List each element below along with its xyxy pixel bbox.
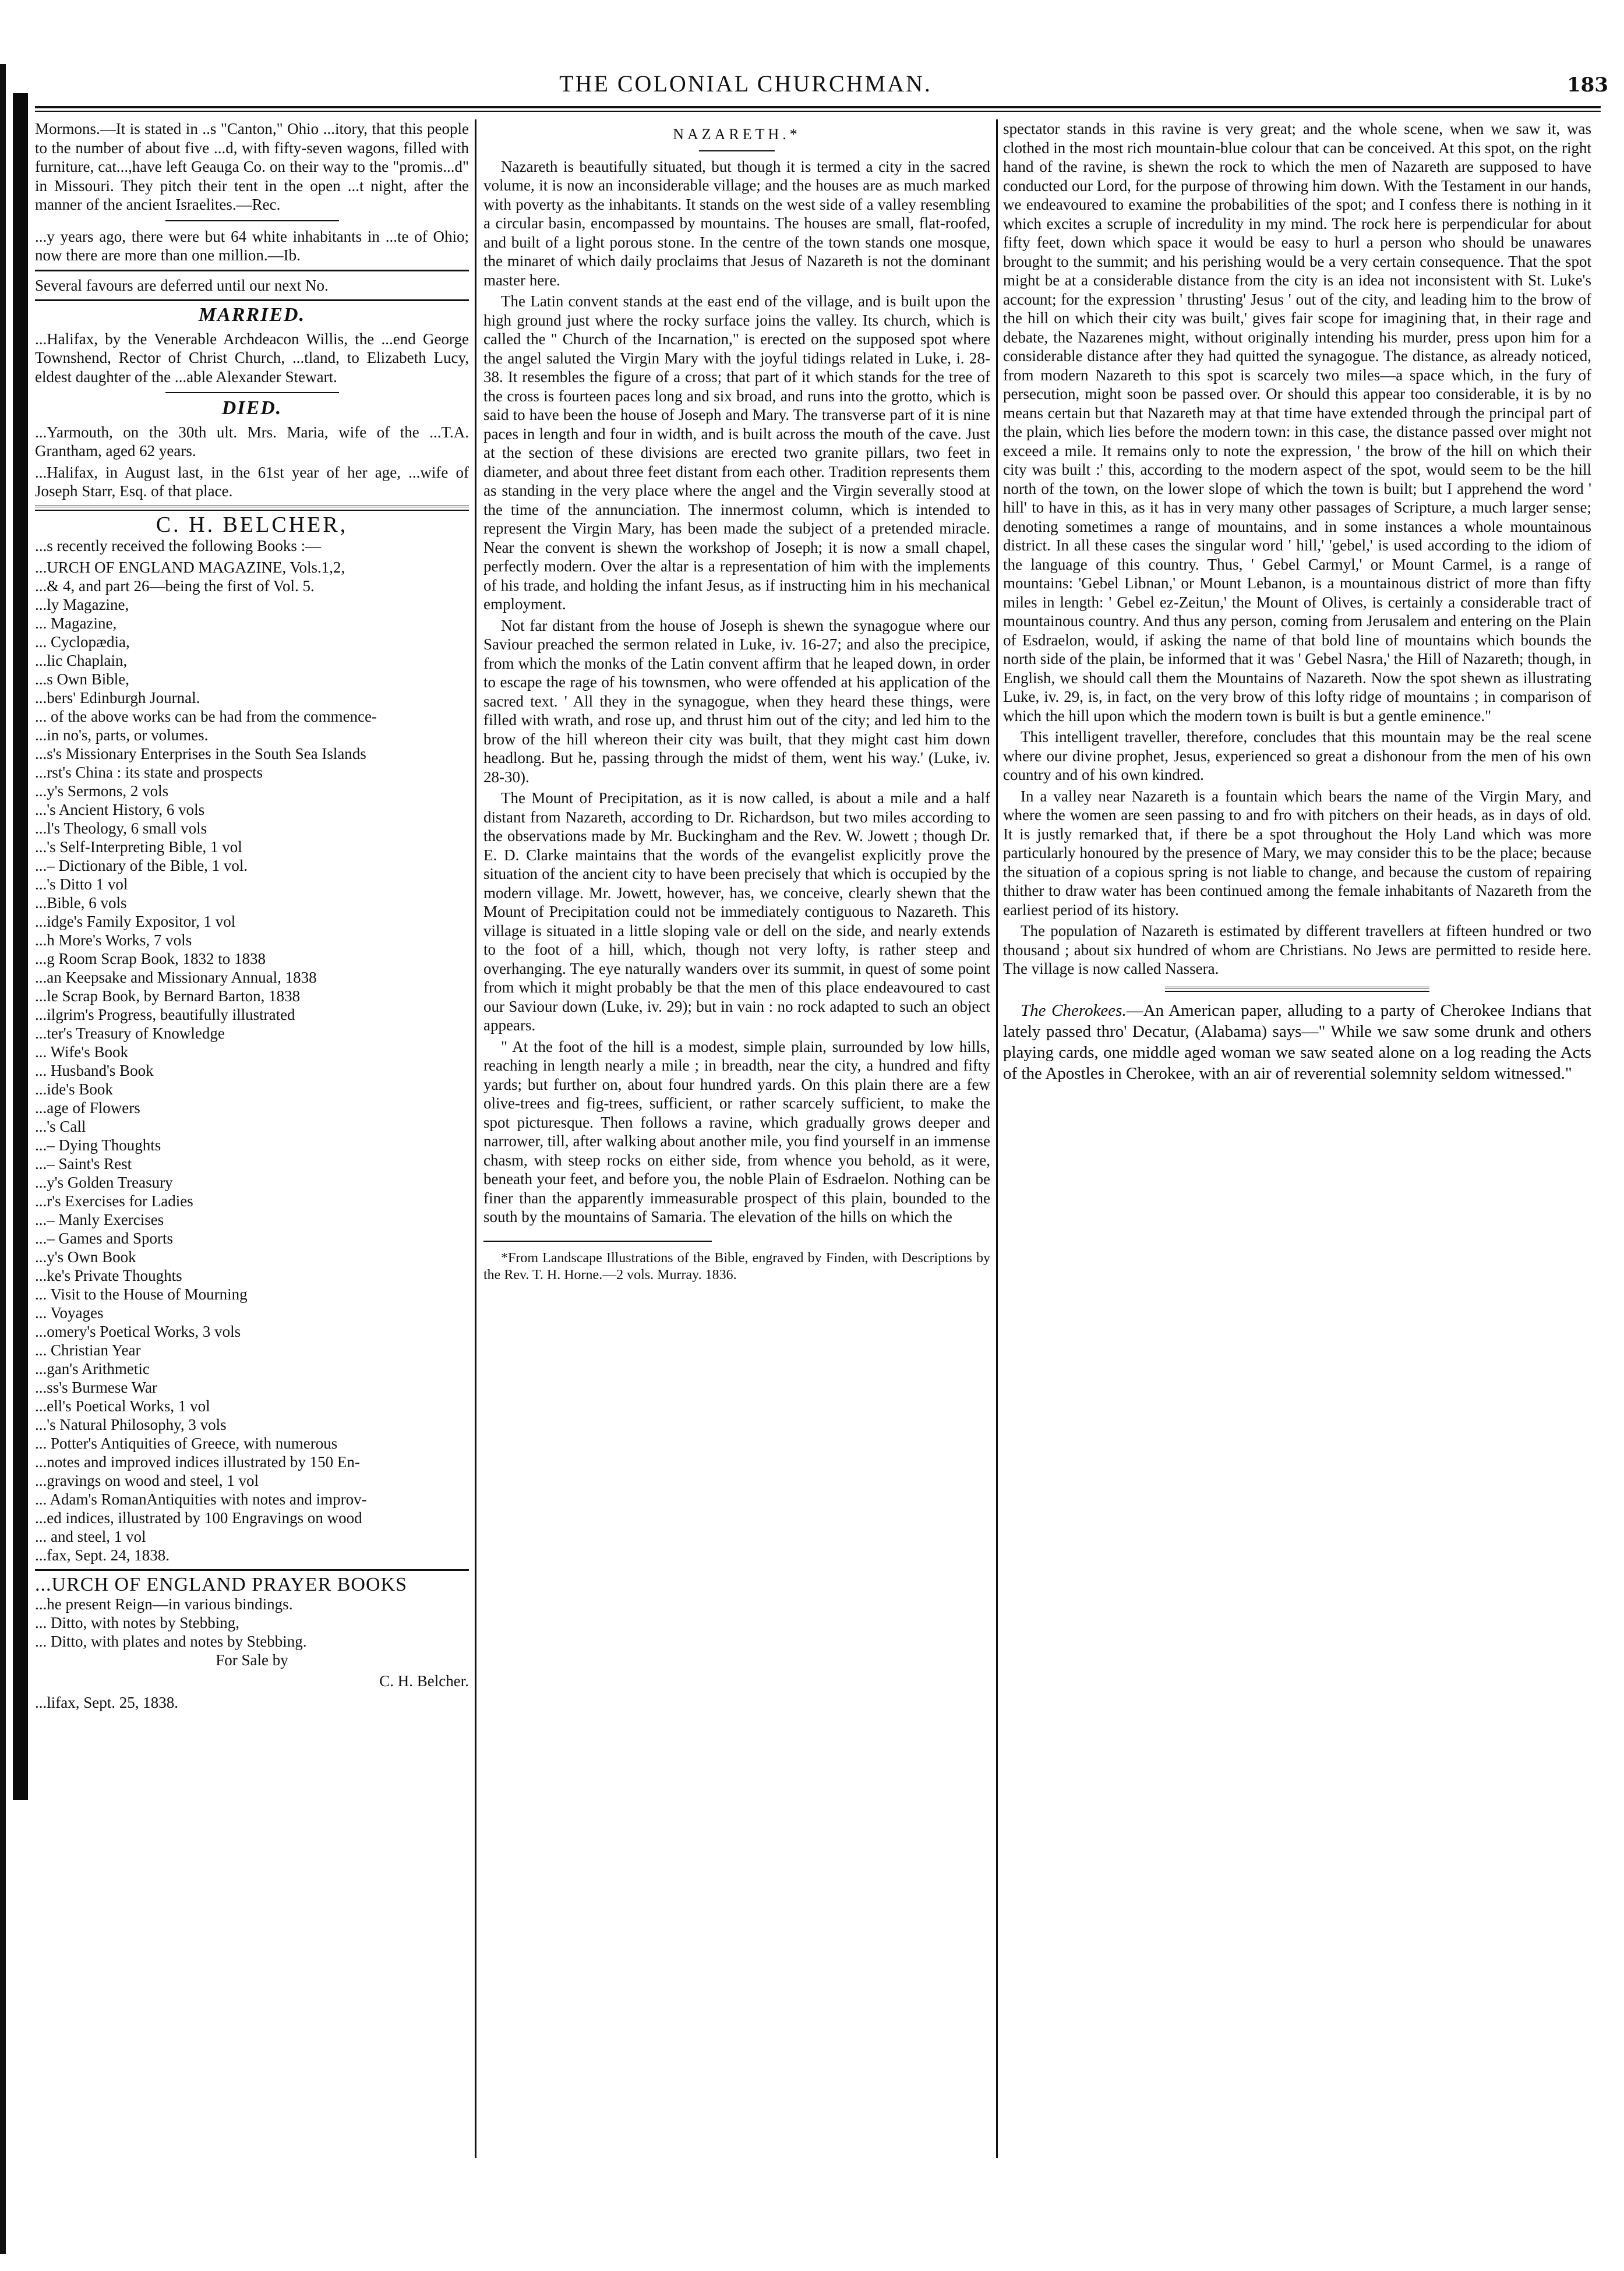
book-item: ...h More's Works, 7 vols bbox=[35, 931, 192, 949]
book-item: ... Voyages bbox=[35, 1304, 104, 1322]
book-item: ...– Saint's Rest bbox=[35, 1154, 132, 1172]
book-item: ... Potter's Antiquities of Greece, with numerous bbox=[35, 1434, 338, 1452]
book-item: ... of the above works can be had from the commence- bbox=[35, 707, 377, 725]
book-item: ...ed indices, illustrated by 100 Engravings on wood bbox=[35, 1509, 362, 1527]
belcher-date: ...fax, Sept. 24, 1838. bbox=[35, 1546, 170, 1564]
article-paragraph: Nazareth is beautifully situated, but though it is termed a city in the sacred volume, it is now an inconsiderable village; and the houses are as much marked with poverty as the inhabitants. It stands on the west side of a valley resembling a circular basin, encompassed by mountains. The houses are small, flat-roofed, and built of a light porous stone. In the centre of the town stands one mosque, the minaret of which daily proclaims that Jesus of Nazareth is not the dominant master here. bbox=[483, 157, 990, 289]
divider bbox=[35, 1569, 469, 1571]
page-number: 183 bbox=[1567, 73, 1608, 97]
book-item: ...ss's Burmese War bbox=[35, 1378, 157, 1396]
book-list bbox=[35, 558, 469, 1546]
article-paragraph: Not far distant from the house of Joseph is shewn the synagogue where our Saviour preached the sermon related in Luke, iv. 16-27; and also the precipice, from which the monks of the Latin convent affirm that he leaped down, in order to escape the rage of his townsmen, who were offended at his application of the sacred text. ' All they in the synagogue, when they heard these things, were filled with wrath, and rose up, and thrust him out of the city; and led him to the brow of the hill whereon their city was built, that they might cast him down headlong. But he, passing through the midst of them, went his way.' (Luke, iv. 28-30). bbox=[483, 616, 990, 786]
article-paragraph: This intelligent traveller, therefore, concludes that this mountain may be the real scene where our divine prophet, Jesus, experienced so great a dishonour from the men of his own country and of his own kindred. bbox=[1003, 728, 1591, 783]
mormons-paragraph: Mormons.—It is stated in ..s "Canton," Ohio ...itory, that this people to the number of about five ...d, with fifty-seven wagons, filled with furniture, cat...,have left Geauga Co. on their way to the "promis...d" in Missouri. They pitch their tent in the open ...t night, after the manner of the ancient Israelites.—Rec. bbox=[35, 120, 469, 213]
article-paragraph: In a valley near Nazareth is a fountain which bears the name of the Virgin Mary, and where the women are seen passing to and fro with pitchers on their heads, as in days of old. It is justly remarked that, if there be a spot throughout the Holy Land which was more particularly honoured by the presence of Mary, we may consider this to be the place; because the situation of a copious spring is not liable to change, and because the custom of repairing thither to draw water has been continued among the female inhabitants of Nazareth from the earliest period of its history. bbox=[1003, 787, 1591, 919]
divider bbox=[1165, 987, 1430, 992]
book-item: ...lic Chaplain, bbox=[35, 651, 128, 669]
book-item: ...y's Sermons, 2 vols bbox=[35, 782, 169, 800]
article-paragraph: The population of Nazareth is estimated by different travellers at fifteen hundred or two thousand ; about six hundred of whom are Christians. No Jews are permitted to reside here. The village is now called Nassera. bbox=[1003, 922, 1591, 977]
book-item: ...ter's Treasury of Knowledge bbox=[35, 1024, 225, 1042]
article-paragraph: The Mount of Precipitation, as it is now called, is about a mile and a half distant from Nazareth, according to Dr. Richardson, but two miles according to the observations made by Mr. Buckingham and the Rev. W. Jowett ; though Dr. E. D. Clarke maintains that the words of the evangelist explicitly prove the situation of the ancient city to have been precisely that which is occupied by the modern village. Mr. Jowett, however, has, we conceive, clearly shewn that the Mount of Precipitation could not be immediately contiguous to Nazareth. This village is situated in a little sloping vale or dell on the side, and nearly extends to the foot of a hill, which, though not very lofty, is rather steep and overhanging. The eye naturally wanders over its summit, in quest of some point from which it might probably be that the men of this place endeavoured to cast our Saviour down (Luke, iv. 29); but in vain : no rock adapted to such an object appears. bbox=[483, 789, 990, 1034]
column-left bbox=[35, 119, 469, 2135]
page-header bbox=[0, 65, 1624, 106]
book-item: ...r's Exercises for Ladies bbox=[35, 1192, 193, 1210]
divider bbox=[165, 220, 339, 221]
book-item: ...– Dying Thoughts bbox=[35, 1136, 161, 1154]
book-item: ...– Dictionary of the Bible, 1 vol. bbox=[35, 856, 248, 874]
book-item: ...ell's Poetical Works, 1 vol bbox=[35, 1397, 210, 1415]
book-item: ...y's Golden Treasury bbox=[35, 1173, 173, 1191]
book-item: ...ly Magazine, bbox=[35, 595, 129, 613]
book-item: ... Wife's Book bbox=[35, 1043, 129, 1061]
divider bbox=[699, 150, 775, 151]
prayer-book-item: ...he present Reign—in various bindings. bbox=[35, 1595, 293, 1613]
header-rule-thin bbox=[35, 111, 1601, 112]
prayer-date: ...lifax, Sept. 25, 1838. bbox=[35, 1693, 178, 1711]
cherokee-paragraph bbox=[1003, 1000, 1591, 1084]
book-item: ...URCH OF ENGLAND MAGAZINE, Vols.1,2, bbox=[35, 558, 345, 576]
book-item: ...'s Call bbox=[35, 1117, 86, 1135]
book-item: ...'s Ditto 1 vol bbox=[35, 875, 128, 893]
footnote: *From Landscape Illustrations of the Bible, engraved by Finden, with Descriptions by the Rev. T. H. Horne.—2 vols. Murray. 1836. bbox=[483, 1250, 990, 1283]
book-item: ...'s Ancient History, 6 vols bbox=[35, 800, 205, 818]
ohio-paragraph: ...y years ago, there were but 64 white inhabitants in ...te of Ohio; now there are more than one million.—Ib. bbox=[35, 227, 469, 264]
divider bbox=[35, 270, 469, 271]
prayer-book-item: ... Ditto, with notes by Stebbing, bbox=[35, 1613, 239, 1631]
died-notice: ...Yarmouth, on the 30th ult. Mrs. Maria, wife of the ...T.A. Grantham, aged 62 years. bbox=[35, 423, 469, 460]
page-edge-shadow bbox=[0, 64, 6, 2254]
article-paragraph: The Latin convent stands at the east end of the village, and is built upon the high ground just where the rocky surface joins the valley. Its church, which is called the " Church of the Incarnation," is erected on the supposed spot where the angel saluted the Virgin Mary with the joyful tidings related in Luke, i. 28-38. It resembles the figure of a cross; that part of it which stands for the tree of the cross is fourteen paces long and six broad, and runs into the grotto, which is said to have been the house of Joseph and Mary. The transverse part of it is nine paces in length and four in width, and is built across the mouth of the cave. Just at the section of these divisions are erected two granite pillars, two feet in diameter, and about three feet distant from each other. Tradition represents them as standing in the very place where the angel and the Virgin severally stood at the time of the annunciation. The innermost column, which is intended to represent the Virgin Mary, has been made the subject of a pretended miracle. Near the convent is shewn the workshop of Joseph; it is now a small chapel, perfectly modern. Over the altar is a representation of him with the implements of his trade, and holding the infant Jesus, as if instructing him in his mechanical employment. bbox=[483, 292, 990, 613]
book-item: ...omery's Poetical Works, 3 vols bbox=[35, 1322, 241, 1340]
book-item: ...rst's China : its state and prospects bbox=[35, 763, 263, 781]
header-rule bbox=[35, 106, 1601, 108]
prayer-list bbox=[35, 1595, 469, 1651]
book-item: ... Cyclopædia, bbox=[35, 633, 130, 651]
book-item: ...ilgrim's Progress, beautifully illustrated bbox=[35, 1005, 295, 1023]
died-heading: DIED. bbox=[221, 397, 283, 419]
married-notice: ...Halifax, by the Venerable Archdeacon Willis, the ...end George Townshend, Rector of Christ Church, ...tland, to Elizabeth Lucy, eldest daughter of the ...able Alexander Stewart. bbox=[35, 330, 469, 386]
seller-name: C. H. Belcher. bbox=[379, 1672, 469, 1690]
book-item: ... Visit to the House of Mourning bbox=[35, 1285, 248, 1303]
column-divider bbox=[475, 119, 476, 2158]
column-right bbox=[1003, 119, 1591, 2170]
belcher-intro: ...s recently received the following Books :— bbox=[35, 537, 322, 554]
prayer-books-heading: ...URCH OF ENGLAND PRAYER BOOKS bbox=[35, 1574, 407, 1595]
belcher-heading: C. H. BELCHER, bbox=[156, 512, 348, 537]
footnote-rule bbox=[483, 1241, 712, 1242]
book-item: ...y's Own Book bbox=[35, 1248, 136, 1266]
book-item: ...bers' Edinburgh Journal. bbox=[35, 688, 200, 707]
book-item: ...l's Theology, 6 small vols bbox=[35, 819, 207, 837]
book-item: ...'s Self-Interpreting Bible, 1 vol bbox=[35, 838, 242, 856]
cherokee-text: —An American paper, alluding to a party of Cherokee Indians that lately passed thro' Decatur, (Alabama) says—" While we saw some drunk and others playing cards, one middle aged woman we saw seated alone on a log reading the Acts of the Apostles in Cherokee, with an air of reverential solemnity seldom witnessed." bbox=[1003, 1001, 1591, 1083]
book-item: ...– Manly Exercises bbox=[35, 1210, 164, 1228]
divider bbox=[35, 506, 469, 511]
book-item: ... and steel, 1 vol bbox=[35, 1527, 146, 1545]
book-item: ...le Scrap Book, by Bernard Barton, 1838 bbox=[35, 987, 301, 1005]
book-item: ...g Room Scrap Book, 1832 to 1838 bbox=[35, 949, 266, 967]
book-item: ...in no's, parts, or volumes. bbox=[35, 726, 209, 744]
book-item: ...– Games and Sports bbox=[35, 1229, 173, 1247]
book-item: ...idge's Family Expositor, 1 vol bbox=[35, 912, 236, 930]
married-heading: MARRIED. bbox=[198, 304, 306, 326]
book-item: ...Bible, 6 vols bbox=[35, 893, 127, 912]
book-item: ... Husband's Book bbox=[35, 1061, 154, 1079]
book-item: ...ke's Private Thoughts bbox=[35, 1266, 182, 1284]
book-item: ...gravings on wood and steel, 1 vol bbox=[35, 1471, 259, 1489]
divider bbox=[165, 392, 339, 393]
book-item: ...'s Natural Philosophy, 3 vols bbox=[35, 1415, 227, 1433]
article-paragraph: spectator stands in this ravine is very great; and the whole scene, when we saw it, was clothed in the most rich mountain-blue colour that can be conceived. At this spot, on the right hand of the ravine, is shewn the rock to which the men of Nazareth are supposed to have conducted our Lord, for the purpose of throwing him down. With the Testament in our hands, we endeavoured to examine the probabilities of the spot; and I confess there is nothing in it which excites a scruple of incredulity in my mind. The rock here is perpendicular for about fifty feet, down which space it would be easy to hurl a person who should be unawares brought to the summit; and his perishing would be a very certain consequence. That the spot might be at a considerable distance from the city is an idea not inconsistent with St. Luke's account; for the expression ' thrusting' Jesus ' out of the city, and leading him to the brow of the hill on which their city was built,' gives fair scope for imagining that, in their rage and debate, the Nazarenes might, without originally intending his murder, press upon him for a considerable distance after they had quitted the synagogue. The distance, as already noticed, from modern Nazareth to this spot is scarcely two miles—a space which, in the fury of persecution, might soon be passed over. Or should this appear too considerable, it is by no means certain but that Nazareth may at that time have extended through the principal part of the plain, which lies before the modern town: in this case, the distance passed over might not exceed a mile. It remains only to note the expression, ' the brow of the hill on which their city was built :' this, according to the modern aspect of the spot, would seem to be the hill north of the town, on the lower slope of which the town is built; but I apprehend the word ' hill' to have in this, as it has in very many other passages of Scripture, a much larger sense; denoting sometimes a range of mountains, and in some instances a whole mountainous district. In all these cases the singular word ' hill,' 'gebel,' is used according to the idiom of the language of this country. Thus, ' Gebel Carmyl,' or Mount Carmel, is a range of mountains: 'Gebel Libnan,' or Mount Lebanon, is a mountainous district of more than fifty miles in length: ' Gebel ez-Zeitun,' the Mount of Olives, is certainly a considerable tract of mountainous country. And thus any person, coming from Jerusalem and entering on the Plain of Esdraelon, would, if asking the name of that bold line of mountains which bounds the north side of the plain, be informed that it was ' Gebel Nasra,' the Hill of Nazareth; though, in English, we should call them the Mountains of Nazareth. Now the spot shewn as illustrating Luke, iv. 29, is, in fact, on the very brow of this lofty ridge of mountains ; in comparison of which the hill upon which the modern town is built is but a gentle eminence." bbox=[1003, 120, 1591, 725]
page-title: THE COLONIAL CHURCHMAN. bbox=[559, 70, 932, 97]
book-item: ...gan's Arithmetic bbox=[35, 1359, 150, 1378]
cherokee-lead: The Cherokees. bbox=[1021, 1001, 1127, 1020]
book-item: ... Magazine, bbox=[35, 614, 117, 632]
book-item: ...s's Missionary Enterprises in the South Sea Islands bbox=[35, 744, 366, 762]
divider bbox=[35, 299, 469, 301]
prayer-book-item: ... Ditto, with plates and notes by Stebbing. bbox=[35, 1632, 307, 1650]
book-item: ...s Own Bible, bbox=[35, 670, 129, 688]
column-middle bbox=[483, 119, 990, 2170]
book-item: ...an Keepsake and Missionary Annual, 1838 bbox=[35, 968, 317, 986]
favours-notice: Several favours are deferred until our next No. bbox=[35, 276, 329, 294]
book-item: ...ide's Book bbox=[35, 1080, 113, 1098]
article-heading: NAZARETH.* bbox=[673, 126, 801, 143]
book-item: ... Adam's RomanAntiquities with notes and improv- bbox=[35, 1490, 367, 1508]
column-divider bbox=[996, 119, 998, 2158]
article-paragraph: " At the foot of the hill is a modest, simple plain, surrounded by low hills, reaching in length nearly a mile ; in breadth, near the city, a hundred and fifty yards; but further on, about four hundred yards. On this plain there are a few olive-trees and fig-trees, sufficient, or rather scarcely sufficient, to make the spot picturesque. Then follows a ravine, which gradually grows deeper and narrower, till, after walking about another mile, you find yourself in an immense chasm, with steep rocks on either side, from whence you behold, as it were, beneath your feet, and before you, the noble Plain of Esdraelon. Nothing can be finer than the apparently immeasurable prospect of this plain, bounded to the south by the mountains of Samaria. The elevation of the hills on which the bbox=[483, 1037, 990, 1225]
book-item: ... Christian Year bbox=[35, 1341, 141, 1359]
for-sale-label: For Sale by bbox=[216, 1651, 288, 1669]
died-notice: ...Halifax, in August last, in the 61st year of her age, ...wife of Joseph Starr, Esq. of that place. bbox=[35, 463, 469, 500]
book-item: ...notes and improved indices illustrated by 150 En- bbox=[35, 1453, 360, 1471]
book-item: ...& 4, and part 26—being the first of Vol. 5. bbox=[35, 577, 315, 595]
book-item: ...age of Flowers bbox=[35, 1099, 140, 1117]
binding-edge bbox=[13, 93, 28, 1800]
